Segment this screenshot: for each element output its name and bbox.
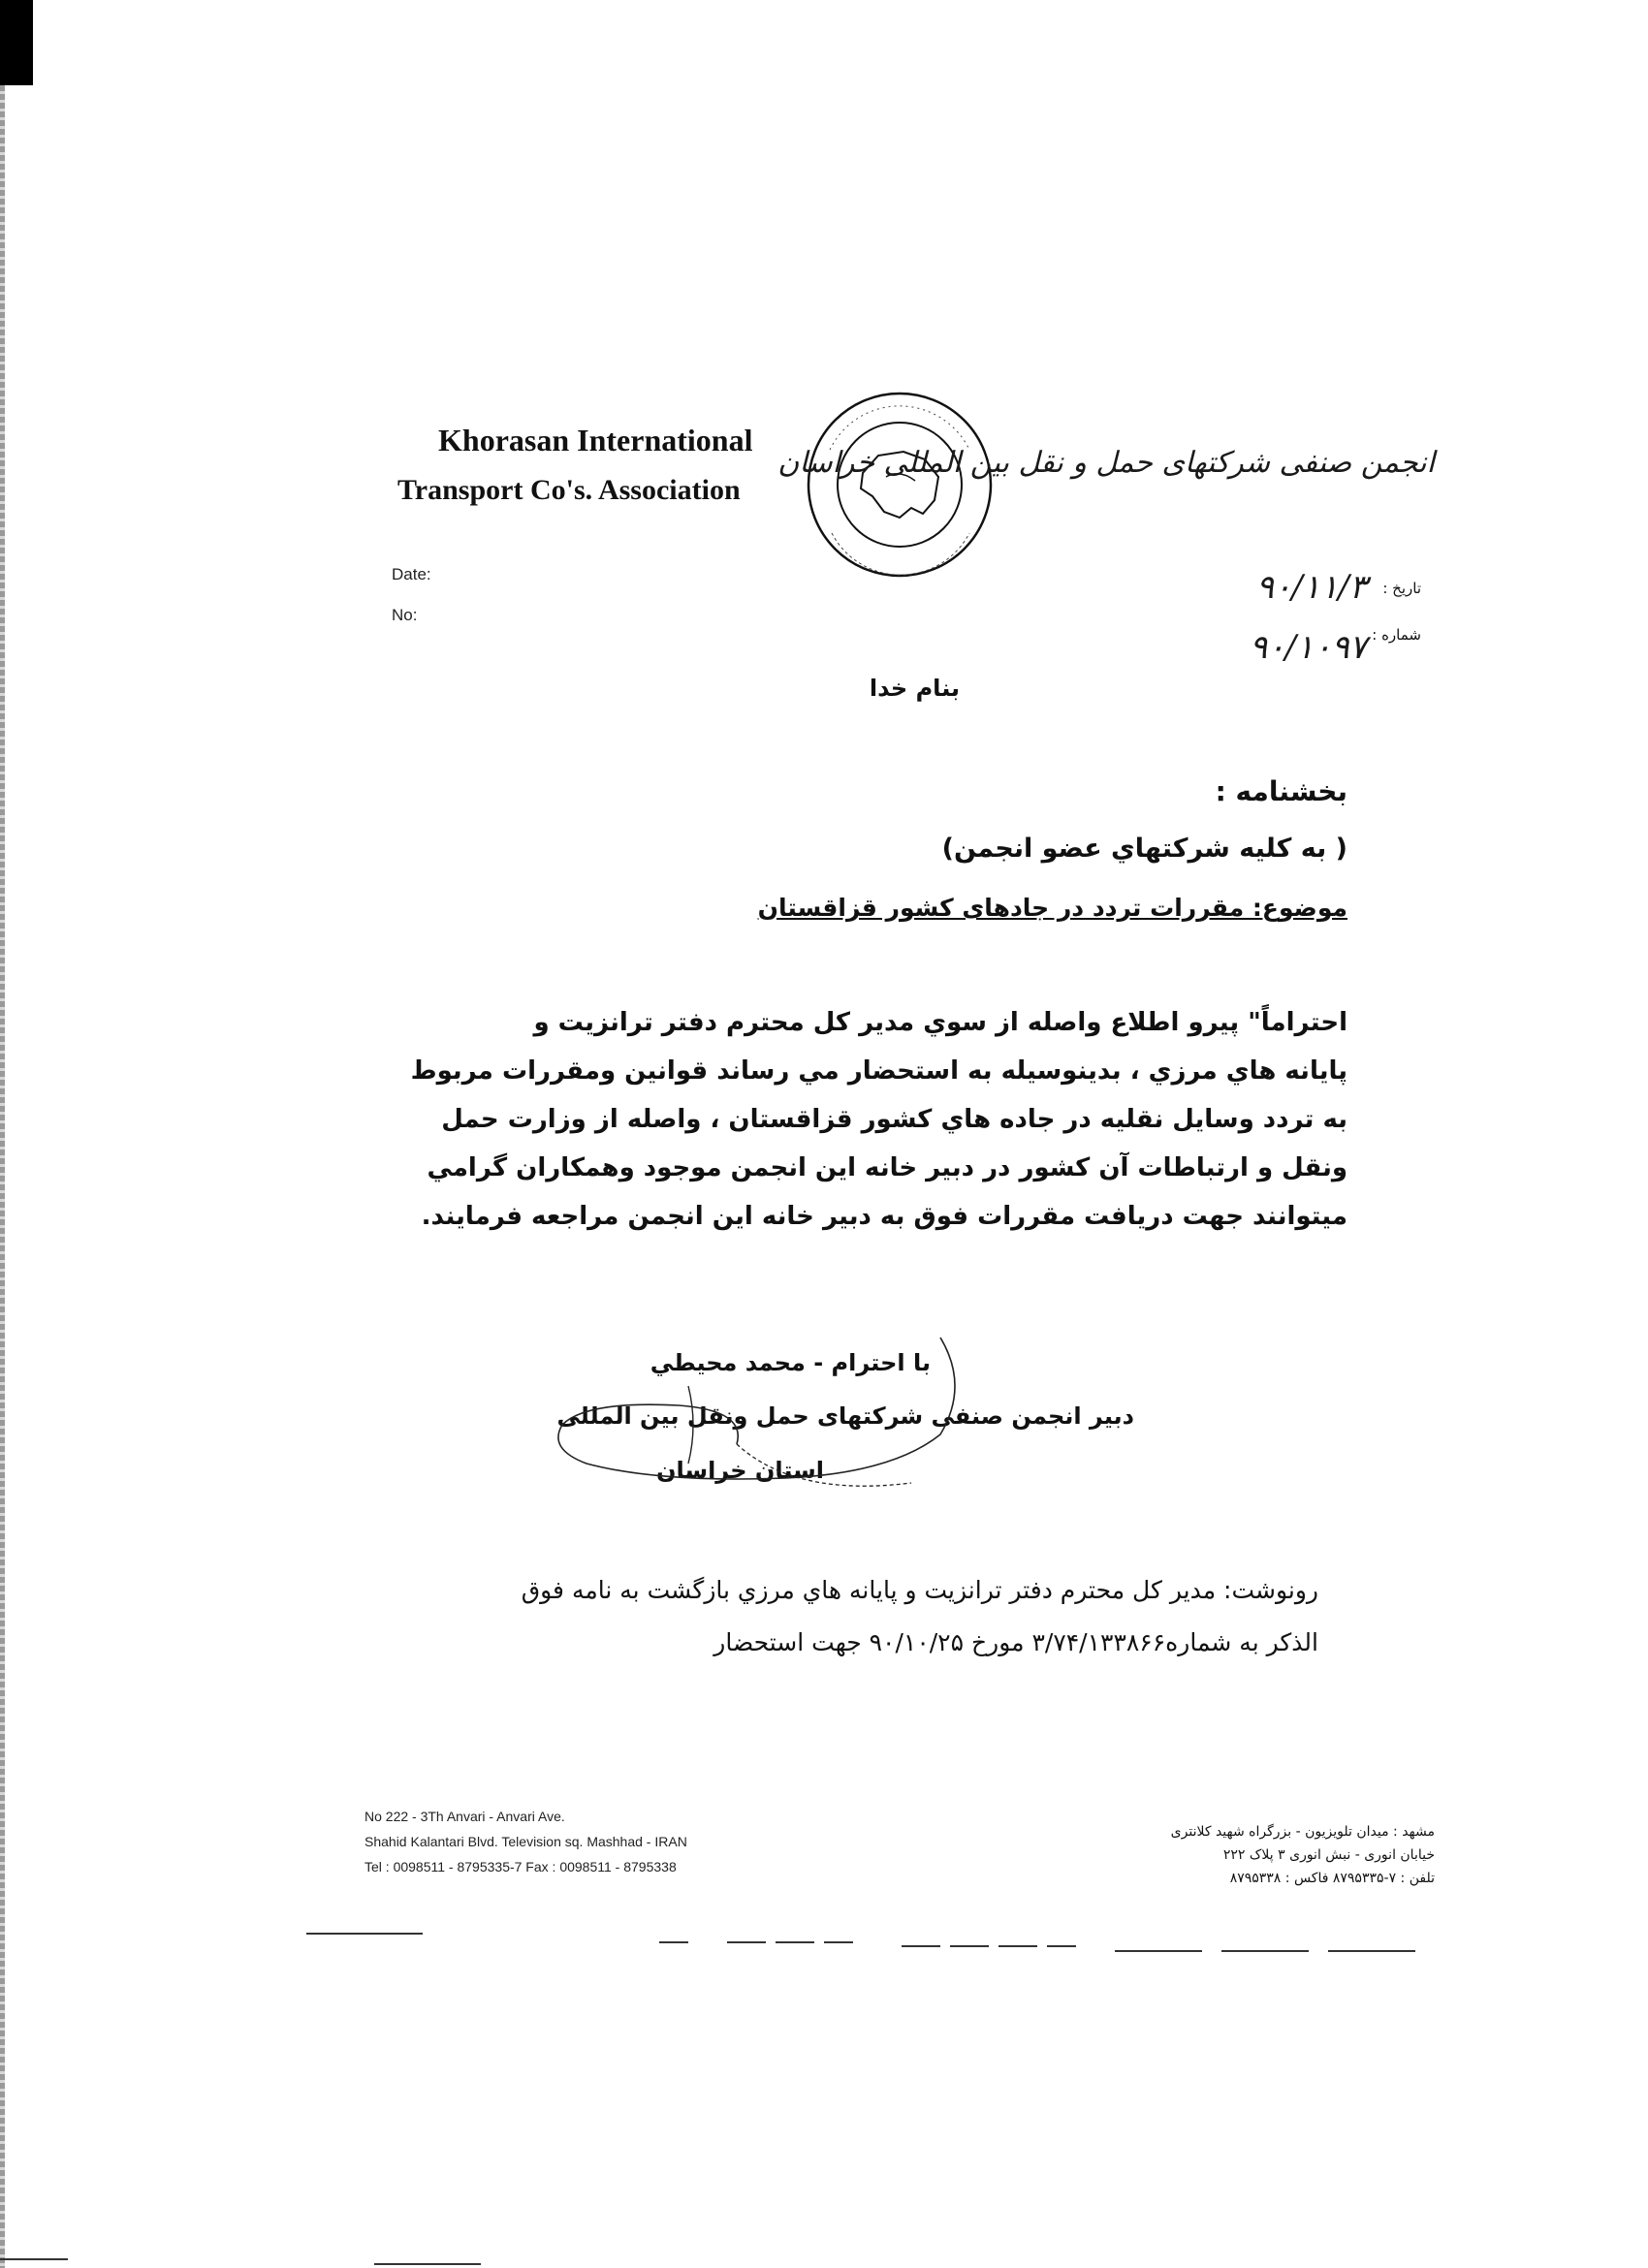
footer-rule bbox=[1115, 1950, 1435, 1952]
signatory-province: استان خراسان bbox=[655, 1457, 824, 1484]
english-org-name-line2: Transport Co's. Association bbox=[397, 474, 741, 506]
scan-bottom-mark bbox=[374, 2263, 481, 2265]
number-label: No: bbox=[392, 606, 418, 624]
footer-persian-line-3: تلفن : ۷-۸۷۹۵۳۳۵ فاکس : ۸۷۹۵۳۳۸ bbox=[1229, 1871, 1435, 1886]
persian-number-label: شماره : bbox=[1372, 626, 1421, 644]
scan-left-edge bbox=[0, 85, 5, 2268]
signatory-title: دبير انجمن صنفی شرکتهای حمل ونقل بین المللی bbox=[556, 1402, 1134, 1430]
scan-corner-mark bbox=[0, 0, 33, 85]
recipients-line: ( به كليه شركتهاي عضو انجمن) bbox=[941, 834, 1347, 864]
body-line-5: ميتوانند جهت دريافت مقررات فوق به دبير خانه اين انجمن مراجعه فرمايند. bbox=[421, 1202, 1347, 1231]
footer-address-line-1: No 222 - 3Th Anvari - Anvari Ave. bbox=[364, 1809, 565, 1824]
invocation: بنام خدا bbox=[869, 675, 960, 702]
date-handwritten-value: ۹۰/۱۱/۳ bbox=[1255, 568, 1367, 607]
body-line-3: به تردد وسايل نقليه در جاده هاي كشور قزاقستان ، واصله از وزارت حمل bbox=[441, 1105, 1347, 1134]
persian-date-label: تاریخ : bbox=[1382, 580, 1421, 597]
footer-rule bbox=[659, 1941, 688, 1943]
body-line-2: پايانه هاي مرزي ، بدينوسيله به استحضار مي رساند قوانين ومقررات مربوط bbox=[410, 1056, 1347, 1086]
date-label: Date: bbox=[392, 565, 431, 583]
footer-rule bbox=[727, 1941, 853, 1943]
english-org-name-line1: Khorasan International bbox=[438, 423, 753, 457]
footer-persian-line-2: خیابان انوری - نبش انوری ۳ پلاک ۲۲۲ bbox=[1222, 1847, 1435, 1863]
closing-line: با احترام - محمد محيطي bbox=[650, 1349, 931, 1376]
letter-type-heading: بخشنامه : bbox=[1215, 775, 1347, 807]
body-line-4: ونقل و ارتباطات آن كشور در دبير خانه اين انجمن موجود وهمكاران گرامي bbox=[427, 1153, 1347, 1182]
cc-line-2: الذكر به شماره۳/۷۴/۱۳۳۸۶۶ مورخ ۹۰/۱۰/۲۵ جهت استحضار bbox=[713, 1628, 1318, 1656]
scan-bottom-mark bbox=[0, 2258, 68, 2260]
number-handwritten-value: ۹۰/۱۰۹۷ bbox=[1249, 628, 1367, 667]
footer-contact-line: Tel : 0098511 - 8795335-7 Fax : 0098511 - 8795338 bbox=[364, 1859, 677, 1874]
footer-rule bbox=[306, 1933, 423, 1935]
subject-line: موضوع: مقررات تردد در جادهای کشور قزاقستان bbox=[757, 894, 1347, 922]
footer-persian-line-1: مشهد : میدان تلویزیون - بزرگراه شهید کلانتری bbox=[1170, 1824, 1435, 1840]
footer-rule bbox=[902, 1945, 1076, 1947]
handwritten-signature bbox=[543, 1328, 989, 1512]
association-seal bbox=[803, 388, 997, 582]
body-line-1: احتراماً" پيرو اطلاع واصله از سوي مدير كل محترم دفتر ترانزيت و bbox=[533, 1008, 1347, 1037]
cc-line-1: رونوشت: مدير كل محترم دفتر ترانزيت و پايانه هاي مرزي بازگشت به نامه فوق bbox=[521, 1576, 1318, 1604]
footer-address-line-2: Shahid Kalantari Blvd. Television sq. Mashhad - IRAN bbox=[364, 1834, 687, 1849]
persian-org-name: انجمن صنفی شرکتهای حمل و نقل بین المللی خراسان bbox=[777, 446, 1435, 480]
